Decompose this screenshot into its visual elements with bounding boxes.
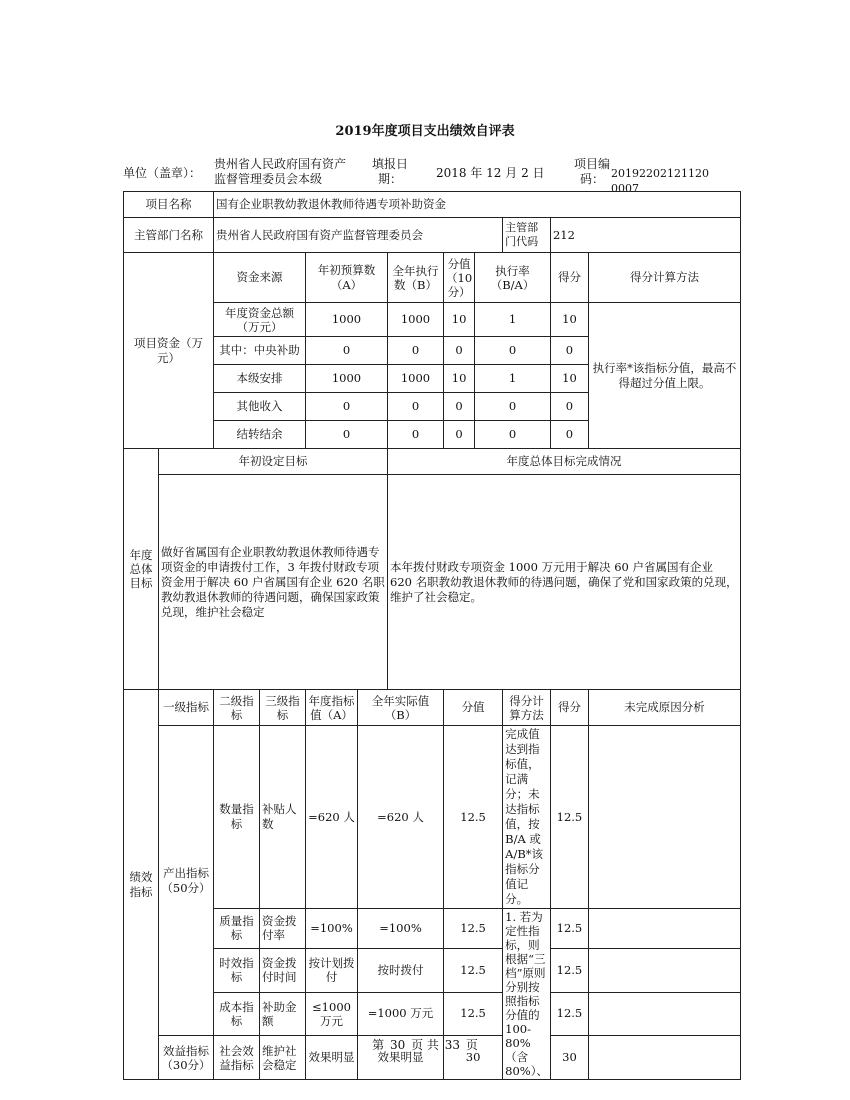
funds-cell: 0 [388, 337, 444, 365]
funds-cell: 0 [388, 421, 444, 449]
project-name-value: 国有企业职教幼教退休教师待遇专项补助资金 [214, 192, 741, 218]
unit-label: 单位（盖章）： [123, 166, 202, 180]
perf-cell-actual: 效果明显 [358, 1036, 444, 1080]
perf-header-score: 得分 [550, 690, 588, 726]
perf-cell-actual: =620 人 [358, 726, 444, 909]
perf-cell-score: 12.5 [550, 726, 588, 909]
goals-col-result: 年度总体目标完成情况 [388, 449, 741, 475]
perf-cell-actual: =1000 万元 [358, 992, 444, 1036]
perf-cell-points: 12.5 [444, 992, 503, 1036]
perf-cell-points: 30 [444, 1036, 503, 1080]
perf-section-label: 绩效指标 [124, 690, 159, 1080]
funds-row-central-label: 其中：中央补助 [214, 337, 306, 365]
perf-cell-reason [588, 909, 740, 949]
perf-cell-points: 12.5 [444, 909, 503, 949]
goals-result-text: 本年拨付财政专项资金 1000 万元用于解决 60 户省属国有企业 620 名职教幼教退休教师的待遇问题，确保了党和国家政策的兑现，维护了社会稳定。 [388, 475, 741, 690]
funds-header-rate: 执行率（B/A） [475, 253, 551, 303]
funds-cell: 0 [475, 337, 551, 365]
code-label: 项目编码： [574, 157, 611, 186]
perf-cell-l2: 时效指标 [214, 948, 260, 992]
perf-cell-actual: 按时拨付 [358, 948, 444, 992]
funds-cell: 0 [550, 421, 588, 449]
perf-method-qual: 1. 若为定性指标，则根据“三档”原则分别按照指标分值的 100-80%（含 80%）、 [503, 909, 551, 1080]
perf-cell-score: 12.5 [550, 909, 588, 949]
perf-cell-actual: =100% [358, 909, 444, 949]
funds-header-budget: 年初预算数（A） [306, 253, 388, 303]
page-mid: 页 共 [411, 1038, 439, 1052]
funds-cell: 0 [475, 421, 551, 449]
perf-header-reason: 未完成原因分析 [588, 690, 740, 726]
funds-cell: 10 [550, 303, 588, 337]
perf-cell-points: 12.5 [444, 948, 503, 992]
funds-cell: 0 [306, 421, 388, 449]
project-name-label: 项目名称 [124, 192, 214, 218]
page-number: 30 [389, 1038, 406, 1052]
funds-cell: 1 [475, 365, 551, 393]
perf-cell-l2: 成本指标 [214, 992, 260, 1036]
perf-cell-target: =620 人 [306, 726, 358, 909]
dept-name-value: 贵州省人民政府国有资产监督管理委员会 [214, 218, 503, 253]
funds-cell: 0 [306, 337, 388, 365]
code-value: 20192202121120 0007 [611, 167, 709, 195]
page-prefix: 第 [372, 1038, 385, 1052]
funds-cell: 0 [444, 421, 475, 449]
perf-method-quant: 完成值达到指标值，记满分；未达指标值，按 B/A 或 A/B*该指标分值记分。 [503, 726, 551, 909]
funds-cell: 0 [444, 393, 475, 421]
funds-cell: 1000 [306, 365, 388, 393]
perf-cell-l3: 补助金额 [260, 992, 306, 1036]
funds-cell: 0 [475, 393, 551, 421]
funds-header-source: 资金来源 [214, 253, 306, 303]
dept-name-label: 主管部门名称 [124, 218, 214, 253]
funds-cell: 10 [444, 365, 475, 393]
funds-cell: 0 [444, 337, 475, 365]
perf-cell-score: 12.5 [550, 948, 588, 992]
date-value: 2018 年 12 月 2 日 [436, 166, 545, 180]
funds-cell: 10 [550, 365, 588, 393]
date-label: 填报日期： [371, 157, 408, 186]
dept-code-label: 主管部门代码 [503, 218, 551, 253]
page-suffix: 页 [465, 1038, 478, 1052]
funds-cell: 0 [550, 337, 588, 365]
funds-cell: 1000 [388, 303, 444, 337]
evaluation-table [123, 191, 741, 1080]
perf-cell-reason [588, 992, 740, 1036]
funds-header-points: 分值（10分） [444, 253, 475, 303]
page-footer [0, 1036, 850, 1053]
dept-code-value: 212 [550, 218, 740, 253]
funds-header-method: 得分计算方法 [588, 253, 740, 303]
funds-cell: 1000 [388, 365, 444, 393]
perf-cell-score: 12.5 [550, 992, 588, 1036]
funds-cell: 1 [475, 303, 551, 337]
perf-cell-target: 效果明显 [306, 1036, 358, 1080]
perf-cell-target: 按计划拨付 [306, 948, 358, 992]
perf-cell-l3: 维护社会稳定 [260, 1036, 306, 1080]
perf-header-level2: 二级指标 [214, 690, 260, 726]
perf-cell-l2: 社会效益指标 [214, 1036, 260, 1080]
perf-output-label: 产出指标（50分） [159, 726, 214, 1036]
header-info [123, 157, 727, 195]
perf-cell-score: 30 [550, 1036, 588, 1080]
perf-cell-l3: 资金拨付率 [260, 909, 306, 949]
funds-cell: 1000 [306, 303, 388, 337]
perf-header-actual: 全年实际值（B） [358, 690, 444, 726]
perf-cell-points: 12.5 [444, 726, 503, 909]
perf-cell-reason [588, 726, 740, 909]
funds-cell: 0 [550, 393, 588, 421]
perf-cell-l2: 质量指标 [214, 909, 260, 949]
perf-header-method: 得分计算方法 [503, 690, 551, 726]
page-title: 2019年度项目支出绩效自评表 [335, 124, 515, 139]
page-total: 33 [444, 1038, 461, 1052]
perf-cell-target: =100% [306, 909, 358, 949]
funds-cell: 0 [306, 393, 388, 421]
funds-section-label: 项目资金（万元） [124, 253, 214, 449]
perf-cell-l3: 资金拨付时间 [260, 948, 306, 992]
goals-initial-text: 做好省属国有企业职教幼教退休教师待遇专项资金的申请拨付工作，3 年拨付财政专项资金用于解决 60 户省属国有企业 620 名职教幼教退休教师的待遇问题，确保国家政策兑现，维护社会稳定 [159, 475, 388, 690]
perf-header-level1: 一级指标 [159, 690, 214, 726]
goals-section-label: 年度总体目标 [124, 449, 159, 690]
perf-cell-reason [588, 948, 740, 992]
goals-col-initial: 年初设定目标 [159, 449, 388, 475]
funds-row-other-label: 其他收入 [214, 393, 306, 421]
perf-benefit-label: 效益指标（30分） [159, 1036, 214, 1080]
funds-header-score: 得分 [550, 253, 588, 303]
unit-value: 贵州省人民政府国有资产监督管理委员会本级 [214, 157, 347, 186]
funds-cell: 0 [388, 393, 444, 421]
funds-cell: 10 [444, 303, 475, 337]
funds-header-executed: 全年执行数（B） [388, 253, 444, 303]
perf-cell-l3: 补贴人数 [260, 726, 306, 909]
perf-cell-target: ≤1000 万元 [306, 992, 358, 1036]
funds-method: 执行率*该指标分值，最高不得超过分值上限。 [588, 303, 740, 449]
perf-header-target: 年度指标值（A） [306, 690, 358, 726]
perf-header-level3: 三级指标 [260, 690, 306, 726]
funds-row-total-label: 年度资金总额（万元） [214, 303, 306, 337]
perf-cell-l2: 数量指标 [214, 726, 260, 909]
funds-row-carryover-label: 结转结余 [214, 421, 306, 449]
funds-row-local-label: 本级安排 [214, 365, 306, 393]
perf-header-points: 分值 [444, 690, 503, 726]
